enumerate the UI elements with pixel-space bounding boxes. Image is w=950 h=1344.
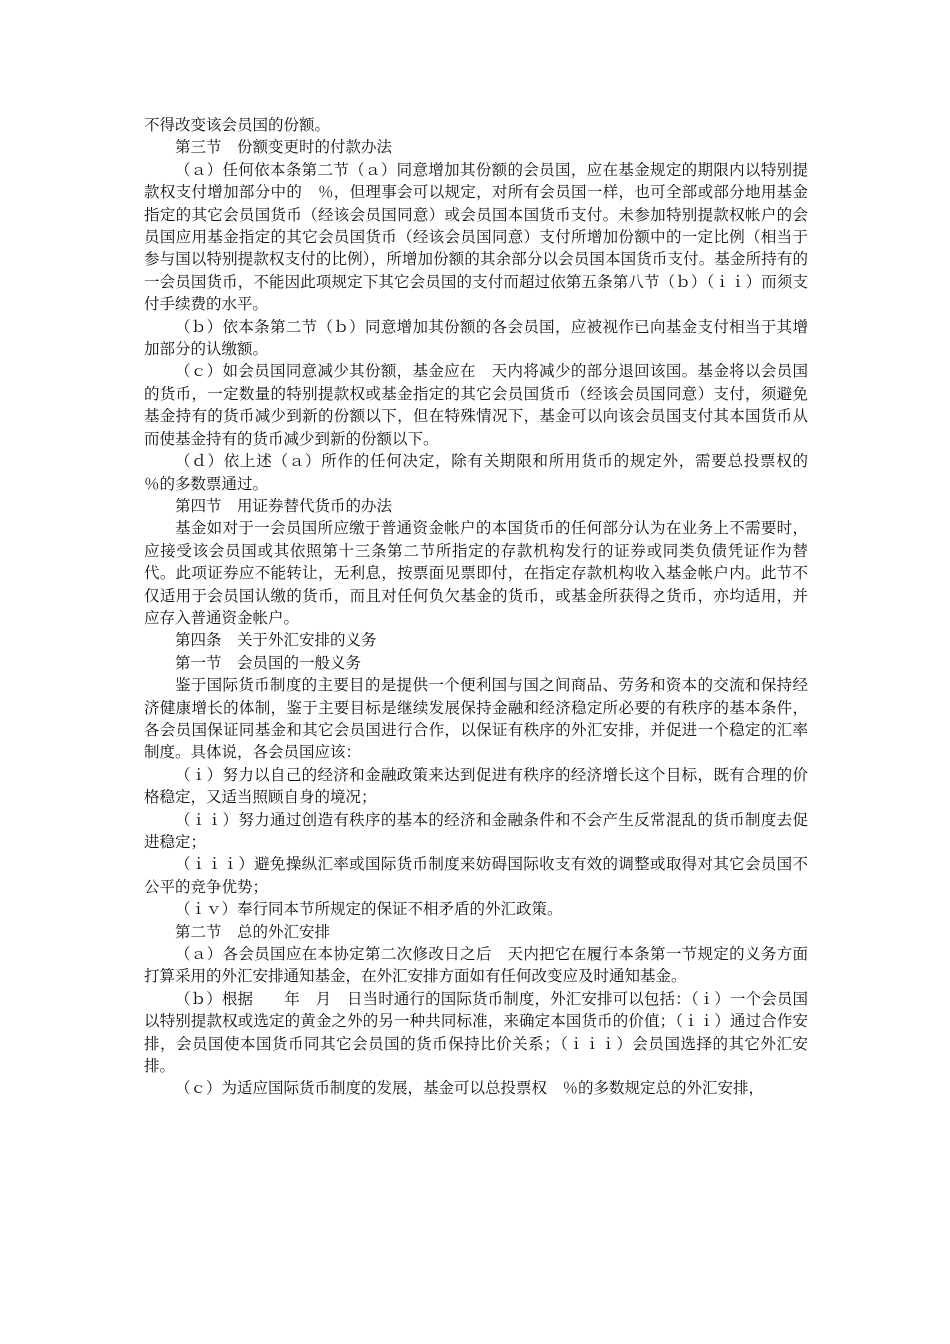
paragraph: （ｃ）为适应国际货币制度的发展，基金可以总投票权 ％的多数规定总的外汇安排， xyxy=(175,1079,765,1098)
document-page xyxy=(144,114,824,1100)
section-heading: 第四节 用证券替代货币的办法 xyxy=(175,496,393,515)
list-item: （ｉ）努力以自己的经济和金融政策来达到促进有秩序的经济增长这个目标，既有合理的价格稳定，又适当照顾自身的境况； xyxy=(144,765,808,807)
article-heading: 第四条 关于外汇安排的义务 xyxy=(175,631,377,650)
section-heading: 第三节 份额变更时的付款办法 xyxy=(175,138,393,157)
paragraph: （ａ）各会员国应在本协定第二次修改日之后 天内把它在履行本条第一节规定的义务方面打算采用的外汇安排通知基金，在外汇安排方面如有任何改变应及时通知基金。 xyxy=(144,945,808,986)
list-item: （ｉｉｉ）避免操纵汇率或国际货币制度来妨碍国际收支有效的调整或取得对其它会员国不公平的竞争优势； xyxy=(144,855,808,896)
paragraph: 鉴于国际货币制度的主要目的是提供一个便利国与国之间商品、劳务和资本的交流和保持经济健康增长的体制，鉴于主要目标是继续发展保持金融和经济稳定所必要的有秩序的基本条件，各会员国保证同基金和其它会员国进行合作，以保证有秩序的外汇安排，并促进一个稳定的汇率制度。具体说，各会员国应该： xyxy=(144,676,808,762)
section-heading: 第一节 会员国的一般义务 xyxy=(175,653,362,672)
paragraph: 不得改变该会员国的份额。 xyxy=(144,116,331,134)
paragraph: （ａ）任何依本条第二节（ａ）同意增加其份额的会员国，应在基金规定的期限内以特别提款权支付增加部分中的 ％，但理事会可以规定，对所有会员国一样，也可全部或部分地用基金指定的其它会员国货币（经该会员国同意）或会员国本国货币支付。未参加特别提款权帐户的会员国应用基金指定的其它会员国货币（经该会员国同意）支付所增加份额中的一定比例（相当于参与国以特别提款权支付的比例），所增加份额的其余部分以会员国本国货币支付。基金所持有的一会员国货币，不能因此项规定下其它会员国的支付而超过依第五条第八节（ｂ）（ｉｉ）而须支付手续费的水平。 xyxy=(144,160,808,314)
list-item: （ｉｉ）努力通过创造有秩序的基本的经济和金融条件和不会产生反常混乱的货币制度去促进稳定； xyxy=(144,810,808,851)
list-item: （ｉｖ）奉行同本节所规定的保证不相矛盾的外汇政策。 xyxy=(175,900,563,919)
paragraph: （ｃ）如会员国同意减少其份额，基金应在 天内将减少的部分退回该国。基金将以会员国的货币，一定数量的特别提款权或基金指定的其它会员国货币（经该会员国同意）支付，须避免基金持有的货币减少到新的份额以下，但在特殊情况下，基金可以向该会员国支付其本国货币从而使基金持有的货币减少到新的份额以下。 xyxy=(144,362,808,448)
paragraph: （ｂ）依本条第二节（ｂ）同意增加其份额的各会员国，应被视作已向基金支付相当于其增加部分的认缴额。 xyxy=(144,317,808,359)
paragraph: 基金如对于一会员国所应缴于普通资金帐户的本国货币的任何部分认为在业务上不需要时，应接受该会员国或其依照第十三条第二节所指定的存款机构发行的证券或同类负债凭证作为替代。此项证券应不能转让，无利息，按票面见票即付，在指定存款机构收入基金帐户内。此节不仅适用于会员国认缴的货币，而且对任何负欠基金的货币，或基金所获得之货币，亦均适用，并应存入普通资金帐户。 xyxy=(144,519,808,627)
paragraph: （ｄ）依上述（ａ）所作的任何决定，除有关期限和所用货币的规定外，需要总投票权的 ％的多数票通过。 xyxy=(144,452,824,493)
section-heading: 第二节 总的外汇安排 xyxy=(175,922,331,941)
paragraph: （ｂ）根据 年 月 日当时通行的国际货币制度，外汇安排可以包括：（ｉ）一个会员国以特别提款权或选定的黄金之外的另一种共同标准，来确定本国货币的价值；（ｉｉ）通过合作安排，会员国使本国货币同其它会员国的货币保持比价关系；（ｉｉｉ）会员国选择的其它外汇安排。 xyxy=(144,989,808,1076)
